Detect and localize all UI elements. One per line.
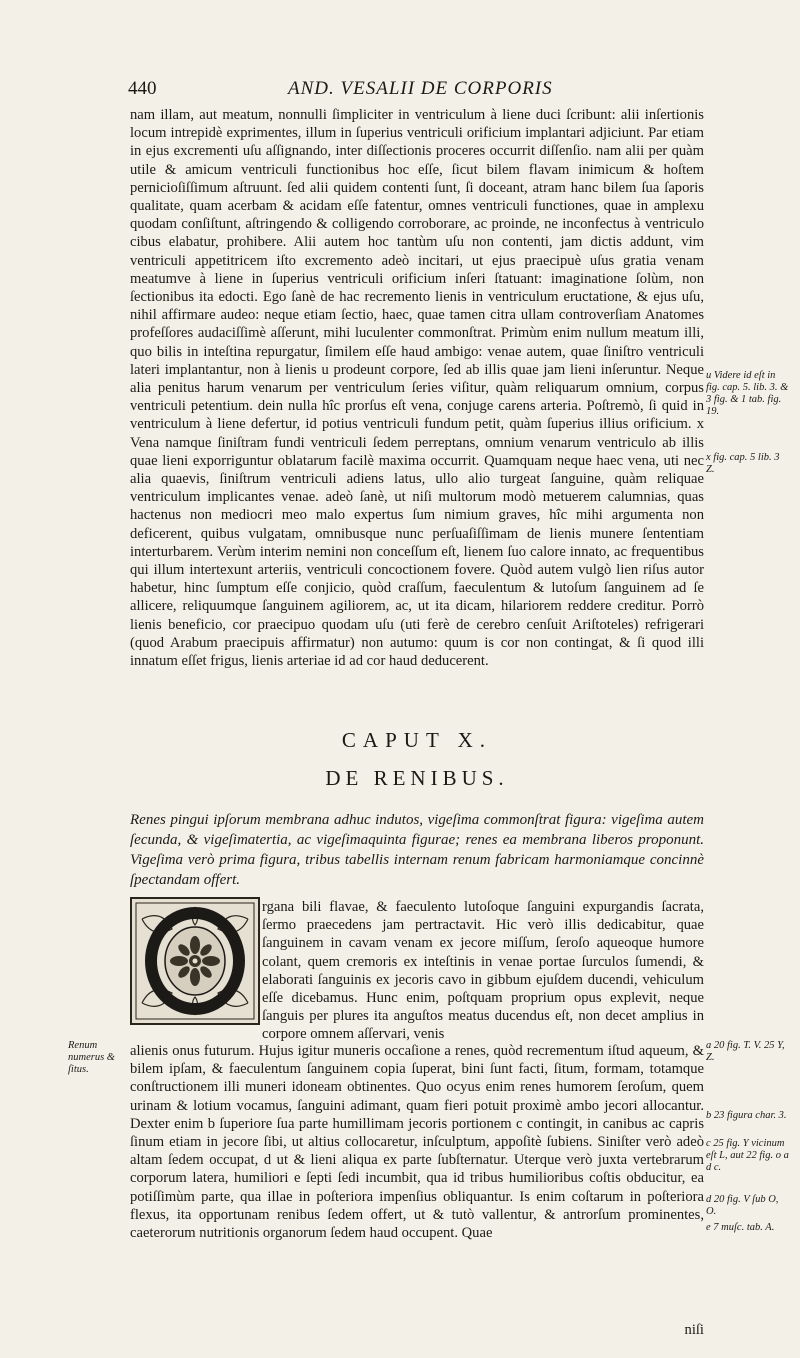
decorated-initial-o <box>130 897 260 1025</box>
chapter-text-opening: rgana bili flavae, & faeculento lutoſoque ſanguini expurgandis ſacrata, ſermo praecedens jam pertractavit. Hic verò illis dedicabitur, quae ſanguinem in cavam venam ex jecore miſſum, ſeroſo aqueoque humore colant, quem cremoris ex inteſtinis in venae portae ſurculos ſumendi, & elaborati ſanguinis ex jecoris cavo in gibbum ejuſdem ducendi, vehiculum eſſe dicebamus. Hunc enim, poſtquam proprium opus explevit, neque ſanguis per plures ita anguſtos meatus ducendus eſt, non decet amplius in corpore omnem aſſervari, venis <box>262 899 704 1043</box>
margin-note-e: e 7 muſc. tab. A. <box>706 1222 775 1233</box>
page-number: 440 <box>128 78 157 99</box>
body-paragraph: nam illam, aut meatum, nonnulli ſimpliciter in ventriculum à liene duci ſcribunt: alii inſertionis locum intrepidè exprimentes, illum in ſuperius ventriculi orificium implantari adjiciunt. Par etiam in ejus excrementi uſu aſſignando, inter diſſectionis proceres occurrit diſſenſio. nam alii per quàm utile & amicum ventriculi functionibus hoc eſſe, ſicut bilem flavam inimicum & hoſtem pernicioſiſſimum aſtruunt. ſed alii quidem contenti ſunt, ſi doceant, atram hanc bilem ſua ſaporis qualitate, quam acerbam & acidam eſſe fatentur, omnes ventriculi functiones, quae in amplexu quodam conſiſtunt, aſtringendo & colligendo corroborare, ac proinde, ne inconfectus à ventriculo cibus elabatur, prohibere. Alii autem hoc tantùm uſu non contenti, jam dictis addunt, vim ventriculi appetitricem iſto excremento adeò incitari, ut ejus praecipuè uſus gratia venam meatumve à liene in ſuperius ventriculi orificium inſeri ſtatuant: imaginatione ſolùm, non ſectionibus ita edocti. Ego ſanè de hac recremento lienis in ventriculum eructatione, & ejus uſu, nihil affirmare audeo: neque etiam ſectio, haec, quae tamen citra ullam controverſiam Anatomes profeſſores audaciſſimè aſſerunt, mihi luculenter commonſtrat. Primùm enim nullum meatum illi, quo bilis in inteſtina repurgatur, ſimilem eſſe haud ambigo: venae autem, quae ſiniſtro ventriculi lateri implantantur, non à lienis u prodeunt corpore, ſed ab illis quae jam lieni inſeruntur. Neque alia penitus harum venarum per ventriculum ſeries viſitur, quàm reliquarum omnium, corpus ventriculi petentium. dein nulla hîc prorſus eſt vena, conjuge carens arteria. Poſtremò, ſi quid in ventriculum à liene defertur, id potius ventriculi fundum petit, quàm ſuperius illius orificium. x Vena namque ſiniſtram fundi ventriculi ſedem perreptans, omnium venarum ventriculo ab illis quae lieni exporriguntur oblatarum facilè maxima occurrit. Quamquam neque haec vena, uti nec alia quaevis, ſiniſtrum ventriculi adiens latus, ullo alio turgeat ſanguine, quàm reliquae ventriculum implicantes venae. adeò ſanè, ut niſi multorum modò metuerem calumnias, quas hactenus non mediocri meo malo expertus ſum nimium graves, hîc mihi argumenta non deficerent, quibus vulgatam, omnibusque nunc perſuaſiſſimam de lienis munere ſententiam interturbarem. Verùm interim nemini non conceſſum eſt, lienem ſuo calore innato, ac frequentibus qui illum intertexunt arteriis, ventriculi concoctionem fovere. Quòd autem vulgò lien riſus autor habetur, hinc ſumptum eſſe conjicio, quòd craſſum, faeculentum & lutoſum ſanguinem ad ſe allicere, reliquumque ſanguinem agiliorem, ac, ut ita dicam, hilariorem reddere creditur. Porrò lienis beneficio, cor praecipuo quodam uſu (uti ferè de cerebro cenſuit Ariſtoteles) refrigerari (quod Arabum praecipuis affirmatur) non autumo: quum is cor non contingat, & ſi quod illi innatum eſſet frigus, lienis arteriae id ad cor haud deducerent. <box>130 107 704 670</box>
margin-note-u: u Videre id eſt in fig. cap. 5. lib. 3. & 3 fig. & 1 tab. fig. 19. <box>706 370 789 417</box>
catchword: niſi <box>684 1322 704 1338</box>
chapter-summary: Renes pingui ipſorum membrana adhuc indutos, vigeſima commonſtrat figura: vigeſima autem ſecunda, & vigeſimatertia, ac vigeſimaquinta figurae; renes ea membrana liberos proponunt. Vigeſima verò prima figura, tribus tabellis internam renum fabricam harmoniamque concinnè ſpectandam offert. <box>130 812 704 888</box>
margin-note-renum: Renum numerus & ſitus. <box>68 1040 115 1075</box>
body-text <box>130 106 704 670</box>
margin-note-x: x fig. cap. 5 lib. 3 Z. <box>706 452 780 475</box>
margin-note-a: a 20 fig. T. V. 25 Y, Z. <box>706 1040 785 1063</box>
chapter-title: CAPUT X. <box>341 728 493 752</box>
chapter-text-continued: alienis onus futurum. Hujus igitur muneris occaſione a renes, quòd recrementum iſtud aqueum, & bilem ipſam, & faeculentum ſanguinem copia ſuperat, bini ſunt facti, ſitum, formam, totamque conſtructionem illi muneri idoneam obtinentes. Quo ocyus enim renes humorem ſeroſum, quem urinam & lotium vocamus, ſanguini adimant, quam fieri potuit proximè ambo jecori allocantur. Dexter enim b ſuperiore ſua parte humillimam jecoris portionem c contingit, in canibus ac capris ſinum etiam in jecore ſibi, ut altius collocaretur, inſculptum, appoſitè ſubiens. Siniſter verò adeò altam ſedem occupat, d ut & lieni aliqua ex parte ſubſternatur. Uterque verò juxta vertebrarum corporum latera, humiliori e ſepti ſedi incumbit, qua id tribus humilioribus coſtis obducitur, ea potiſſimùm parte, qua illae in poſteriora impenſius obliquantur. Is enim coſtarum in poſteriora flexus, ita opportunam renibus ſedem offert, ut & tutò vallentur, & antrorſum prominentes, caeterorum nutritionis organorum ſedem haud occupent. Quae <box>130 1043 704 1242</box>
margin-note-d: d 20 fig. V ſub O, O. <box>706 1194 779 1217</box>
chapter-subtitle: DE RENIBUS. <box>325 766 509 790</box>
floral-initial-icon <box>132 899 258 1023</box>
margin-note-c: c 25 fig. Y vicinum eſt L, aut 22 fig. o a d c. <box>706 1138 789 1173</box>
page-header <box>128 78 708 104</box>
running-title: AND. VESALII DE CORPORIS <box>288 78 553 99</box>
margin-note-b: b 23 figura char. 3. <box>706 1110 787 1121</box>
